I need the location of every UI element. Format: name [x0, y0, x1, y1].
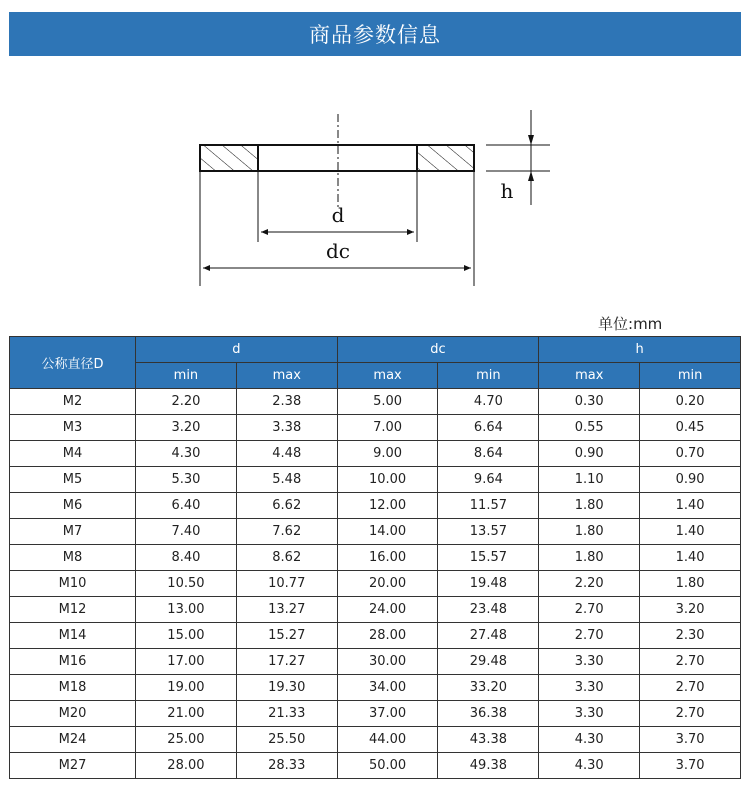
- header-dc-min: min: [438, 363, 539, 389]
- d-label: d: [331, 203, 345, 227]
- table-cell: 16.00: [337, 545, 438, 571]
- table-cell: 17.00: [136, 649, 237, 675]
- table-row: [10, 701, 741, 727]
- table-cell: 4.48: [236, 441, 337, 467]
- table-row: [10, 519, 741, 545]
- washer-section-right: [417, 145, 474, 171]
- table-cell: 15.00: [136, 623, 237, 649]
- table-row: [10, 727, 741, 753]
- table-cell: 1.80: [539, 493, 640, 519]
- table-cell: 3.30: [539, 675, 640, 701]
- unit-label: 单位:mm: [598, 315, 663, 333]
- table-cell: 8.40: [136, 545, 237, 571]
- table-cell: 5.30: [136, 467, 237, 493]
- header-h-max: max: [539, 363, 640, 389]
- table-cell: 2.70: [640, 675, 741, 701]
- table-cell: 4.30: [539, 727, 640, 753]
- table-cell: 30.00: [337, 649, 438, 675]
- table-cell: 8.64: [438, 441, 539, 467]
- table-cell-size: M8: [10, 545, 136, 571]
- table-cell-size: M14: [10, 623, 136, 649]
- table-row: [10, 675, 741, 701]
- table-cell: 19.48: [438, 571, 539, 597]
- table-cell: 0.70: [640, 441, 741, 467]
- table-cell: 7.00: [337, 415, 438, 441]
- header-dc-max: max: [337, 363, 438, 389]
- table-cell: 43.38: [438, 727, 539, 753]
- table-cell: 3.38: [236, 415, 337, 441]
- washer-section-left: [200, 145, 258, 171]
- table-cell: 2.70: [539, 597, 640, 623]
- table-cell-size: M27: [10, 753, 136, 779]
- table-row: [10, 467, 741, 493]
- table-cell: 0.20: [640, 389, 741, 415]
- table-cell-size: M12: [10, 597, 136, 623]
- header-group-d: d: [136, 337, 338, 363]
- table-row: [10, 545, 741, 571]
- table-cell: 1.40: [640, 545, 741, 571]
- table-cell: 3.20: [136, 415, 237, 441]
- table-cell: 33.20: [438, 675, 539, 701]
- table-cell: 4.30: [539, 753, 640, 779]
- table-cell: 1.80: [539, 519, 640, 545]
- table-cell: 10.50: [136, 571, 237, 597]
- table-row: [10, 441, 741, 467]
- table-cell: 20.00: [337, 571, 438, 597]
- header-h-min: min: [640, 363, 741, 389]
- header-d-max: max: [236, 363, 337, 389]
- table-cell: 5.00: [337, 389, 438, 415]
- table-cell: 3.70: [640, 727, 741, 753]
- table-cell: 24.00: [337, 597, 438, 623]
- table-cell: 1.40: [640, 519, 741, 545]
- table-cell: 23.48: [438, 597, 539, 623]
- table-cell: 1.10: [539, 467, 640, 493]
- table-cell: 25.50: [236, 727, 337, 753]
- page-title: 商品参数信息: [9, 12, 741, 56]
- table-cell: 13.57: [438, 519, 539, 545]
- table-cell: 11.57: [438, 493, 539, 519]
- table-cell: 0.45: [640, 415, 741, 441]
- table-cell-size: M20: [10, 701, 136, 727]
- table-cell: 0.90: [640, 467, 741, 493]
- table-cell: 8.62: [236, 545, 337, 571]
- table-cell: 6.64: [438, 415, 539, 441]
- table-cell-size: M7: [10, 519, 136, 545]
- table-cell: 0.90: [539, 441, 640, 467]
- washer-diagram: [0, 100, 750, 300]
- table-cell: 1.80: [640, 571, 741, 597]
- table-cell: 19.30: [236, 675, 337, 701]
- table-cell: 2.70: [640, 701, 741, 727]
- table-cell: 1.80: [539, 545, 640, 571]
- table-cell: 28.00: [337, 623, 438, 649]
- table-cell: 9.00: [337, 441, 438, 467]
- table-cell: 2.38: [236, 389, 337, 415]
- table-cell: 12.00: [337, 493, 438, 519]
- table-cell-size: M3: [10, 415, 136, 441]
- table-cell: 9.64: [438, 467, 539, 493]
- table-cell: 5.48: [236, 467, 337, 493]
- table-cell: 6.40: [136, 493, 237, 519]
- table-cell: 28.33: [236, 753, 337, 779]
- table-cell: 15.57: [438, 545, 539, 571]
- table-cell: 2.20: [136, 389, 237, 415]
- table-row: [10, 753, 741, 779]
- table-cell: 3.30: [539, 649, 640, 675]
- table-row: [10, 571, 741, 597]
- parameter-table: [9, 336, 741, 779]
- h-label: h: [500, 179, 514, 203]
- table-cell-size: M18: [10, 675, 136, 701]
- table-cell: 13.00: [136, 597, 237, 623]
- dc-label: dc: [325, 239, 351, 263]
- table-cell: 17.27: [236, 649, 337, 675]
- table-cell: 44.00: [337, 727, 438, 753]
- header-nominal-diameter: 公称直径D: [10, 337, 136, 389]
- table-cell: 2.30: [640, 623, 741, 649]
- header-group-dc: dc: [337, 337, 539, 363]
- table-cell: 2.20: [539, 571, 640, 597]
- table-cell: 4.30: [136, 441, 237, 467]
- table-cell: 14.00: [337, 519, 438, 545]
- table-cell: 13.27: [236, 597, 337, 623]
- header-group-h: h: [539, 337, 741, 363]
- table-cell: 10.77: [236, 571, 337, 597]
- table-cell: 4.70: [438, 389, 539, 415]
- table-cell: 29.48: [438, 649, 539, 675]
- table-cell: 1.40: [640, 493, 741, 519]
- table-cell: 28.00: [136, 753, 237, 779]
- table-cell: 50.00: [337, 753, 438, 779]
- table-cell: 3.70: [640, 753, 741, 779]
- table-row: [10, 389, 741, 415]
- table-cell: 7.62: [236, 519, 337, 545]
- table-cell-size: M2: [10, 389, 136, 415]
- table-cell: 27.48: [438, 623, 539, 649]
- table-cell-size: M6: [10, 493, 136, 519]
- table-cell: 0.55: [539, 415, 640, 441]
- table-cell: 49.38: [438, 753, 539, 779]
- table-cell: 15.27: [236, 623, 337, 649]
- table-cell: 6.62: [236, 493, 337, 519]
- table-cell-size: M4: [10, 441, 136, 467]
- table-row: [10, 597, 741, 623]
- header-d-min: min: [136, 363, 237, 389]
- table-cell-size: M24: [10, 727, 136, 753]
- table-row: [10, 415, 741, 441]
- table-cell-size: M16: [10, 649, 136, 675]
- table-row: [10, 649, 741, 675]
- table-cell-size: M5: [10, 467, 136, 493]
- table-cell: 37.00: [337, 701, 438, 727]
- table-body: [10, 389, 741, 779]
- table-cell: 3.20: [640, 597, 741, 623]
- table-cell: 21.33: [236, 701, 337, 727]
- table-cell: 2.70: [640, 649, 741, 675]
- table-cell: 34.00: [337, 675, 438, 701]
- table-row: [10, 493, 741, 519]
- table-cell: 19.00: [136, 675, 237, 701]
- table-cell: 36.38: [438, 701, 539, 727]
- table-row: [10, 623, 741, 649]
- table-cell: 0.30: [539, 389, 640, 415]
- table-cell: 10.00: [337, 467, 438, 493]
- table-cell: 7.40: [136, 519, 237, 545]
- table-cell: 3.30: [539, 701, 640, 727]
- table-cell-size: M10: [10, 571, 136, 597]
- table-cell: 2.70: [539, 623, 640, 649]
- table-cell: 21.00: [136, 701, 237, 727]
- table-cell: 25.00: [136, 727, 237, 753]
